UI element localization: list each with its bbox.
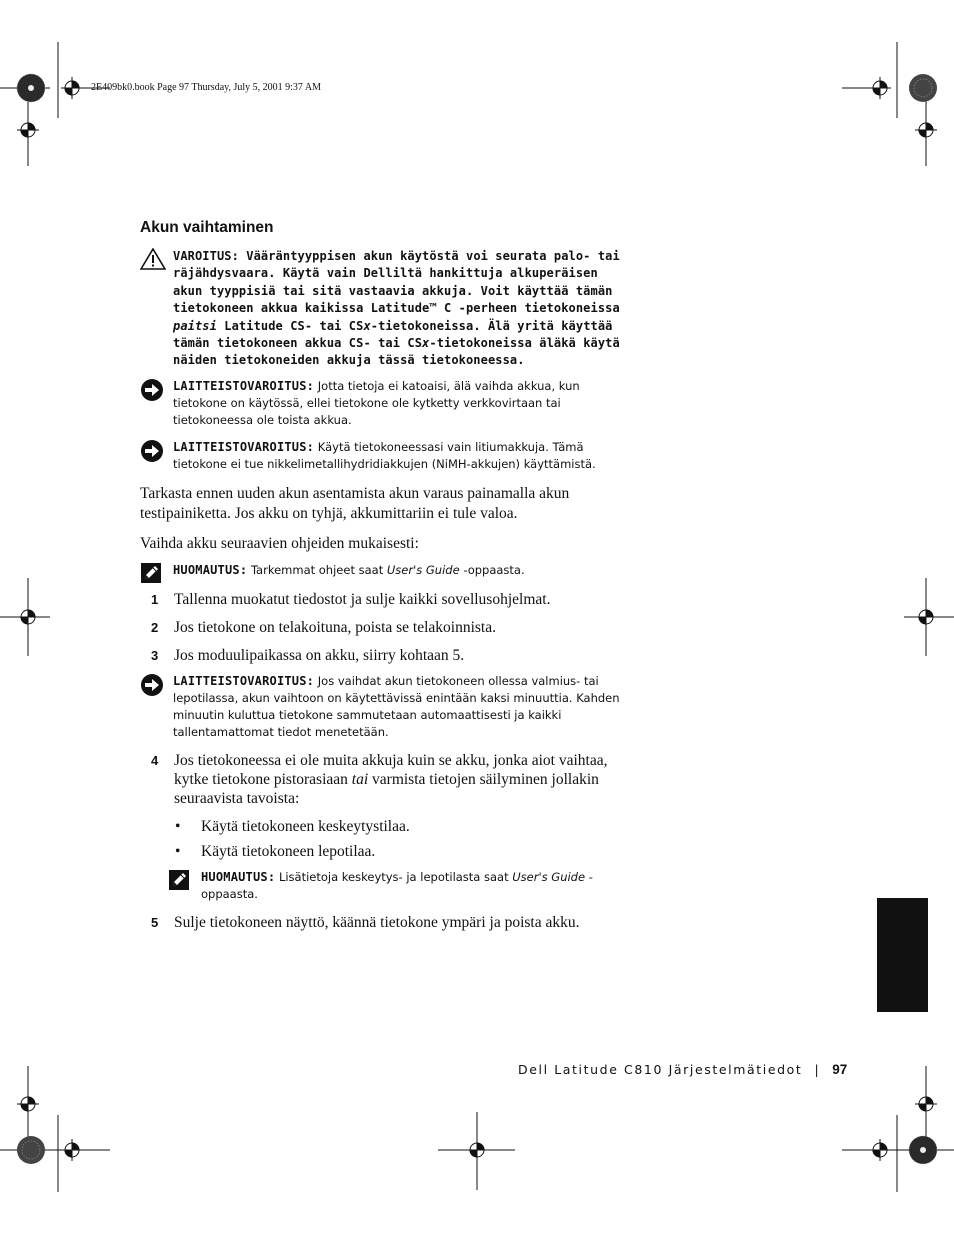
step-4-text-a: Jos tietokoneessa ei ole muita akkuja kuin se akku, jonka aiot vaihtaa, kytke tietokone pistorasiaan xyxy=(174,752,608,788)
warning-body-b: Latitude CS- tai CS xyxy=(216,318,364,333)
step-text: Tallenna muokatut tiedostot ja sulje kaikki sovellusohjelmat. xyxy=(174,591,551,608)
step-3 xyxy=(140,646,630,665)
hardware-notice-label: LAITTEISTOVAROITUS: xyxy=(173,379,315,393)
note-emph: User's Guide xyxy=(512,870,586,884)
note-text-a: Lisätietoja keskeytys- ja lepotilasta saat xyxy=(278,870,513,884)
step-2 xyxy=(140,618,630,637)
step-1 xyxy=(140,590,630,609)
warning-triangle-icon xyxy=(140,248,166,275)
warning-emph-2: x xyxy=(363,318,371,333)
note-2 xyxy=(168,869,630,903)
step-text xyxy=(174,751,630,808)
bullet-text: Käytä tietokoneen keskeytystilaa. xyxy=(201,818,410,835)
note-1 xyxy=(140,562,630,579)
footer-title: Dell Latitude C810 Järjestelmätiedot xyxy=(518,1062,803,1077)
hardware-notice-3 xyxy=(140,673,630,741)
hardware-notice-text: Jotta tietoja ei katoaisi, älä vaihda akkua, kun tietokone on käytössä, ellei tietokone ole kytketty verkkovirtaan tai tietokoneessa ole toista akkua. xyxy=(173,379,580,427)
bullet-glyph: • xyxy=(175,843,181,860)
arrow-circle-icon xyxy=(140,439,164,468)
arrow-circle-icon xyxy=(140,378,164,407)
section-title: Akun vaihtaminen xyxy=(140,219,274,236)
warning-notice xyxy=(140,248,630,370)
bullet-item xyxy=(175,842,375,861)
file-info-header: 2E409bk0.book Page 97 Thursday, July 5, 2001 9:37 AM xyxy=(91,82,321,93)
step-text: Jos moduulipaikassa on akku, siirry kohtaan 5. xyxy=(174,647,465,664)
pencil-note-icon xyxy=(168,869,190,896)
note-label: HUOMAUTUS: xyxy=(173,563,248,577)
hardware-notice-1 xyxy=(140,378,630,429)
step-text: Jos tietokone on telakoituna, poista se telakoinnista. xyxy=(174,619,496,636)
warning-body-a: Vääräntyyppisen akun käytöstä voi seurata palo- tai räjähdysvaara. Käytä vain Delliltä hankittuja alkuperäisen akun tyyppisiä tai sitä vastaavia akkuja. Voit käyttää tämän tietokoneen akkua kaikissa Latitude™ C -perheen tietokoneissa xyxy=(173,249,620,316)
warning-emph-3: x xyxy=(422,336,430,351)
step-number: 4 xyxy=(151,753,159,768)
warning-emph: paitsi xyxy=(173,318,217,333)
step-number: 2 xyxy=(151,620,159,635)
warning-label: VAROITUS: xyxy=(173,249,239,263)
step-4 xyxy=(140,751,630,808)
note-label: HUOMAUTUS: xyxy=(201,870,276,884)
warning-text xyxy=(173,248,630,370)
hardware-notice-text: Käytä tietokoneessasi vain litiumakkuja. Tämä tietokone ei tue nikkelimetallihydridiakkujen (NiMH-akkujen) käyttämistä. xyxy=(173,440,596,471)
hardware-notice-text: Jos vaihdat akun tietokoneen ollessa valmius- tai lepotilassa, akun vaihtoon on käytettävissä enintään kaksi minuuttia. Kahden minuutin kuluttua tietokone sammutetaan automaattisesti ja kaikki tallentamattomat tiedot menetetään. xyxy=(173,674,620,739)
note-text-a: Tarkemmat ohjeet saat xyxy=(250,563,387,577)
page-footer xyxy=(518,1062,847,1077)
hardware-notice-label: LAITTEISTOVAROITUS: xyxy=(173,440,315,454)
chapter-thumb-tab xyxy=(877,898,928,1012)
hardware-notice-label: LAITTEISTOVAROITUS: xyxy=(173,674,315,688)
paragraph-instructions: Vaihda akku seuraavien ohjeiden mukaisesti: xyxy=(140,535,419,552)
bullet-text: Käytä tietokoneen lepotilaa. xyxy=(201,843,376,860)
bullet-glyph: • xyxy=(175,818,181,835)
warning-body-c: -tietokoneissa. Älä yritä käyttää tämän tietokoneen akkua CS- tai CS xyxy=(173,318,613,351)
page-number: 97 xyxy=(832,1062,848,1077)
arrow-circle-icon xyxy=(140,673,164,702)
bullet-item xyxy=(175,817,410,836)
warning-body-d: -tietokoneissa äläkä käytä näiden tietokoneiden akkuja tässä tietokoneessa. xyxy=(173,336,620,368)
paragraph-battery-check: Tarkasta ennen uuden akun asentamista akun varaus painamalla akun testipainiketta. Jos akku on tyhjä, akkumittariin ei tule valoa. xyxy=(140,485,570,522)
hardware-notice-2 xyxy=(140,439,630,473)
step-4-emph: tai xyxy=(351,771,369,788)
step-4-text-b: varmista tietojen säilyminen jollakin seuraavista tavoista: xyxy=(174,771,599,807)
step-text: Sulje tietokoneen näyttö, käännä tietokone ympäri ja poista akku. xyxy=(174,914,580,931)
note-emph: User's Guide xyxy=(386,563,460,577)
step-number: 3 xyxy=(151,648,159,663)
step-5 xyxy=(140,913,630,932)
note-text-b: -oppaasta. xyxy=(201,870,593,901)
step-number: 1 xyxy=(151,592,159,607)
note-text-b: -oppaasta. xyxy=(459,563,525,577)
footer-separator: | xyxy=(814,1062,821,1077)
step-number: 5 xyxy=(151,915,159,930)
pencil-note-icon xyxy=(140,562,162,589)
